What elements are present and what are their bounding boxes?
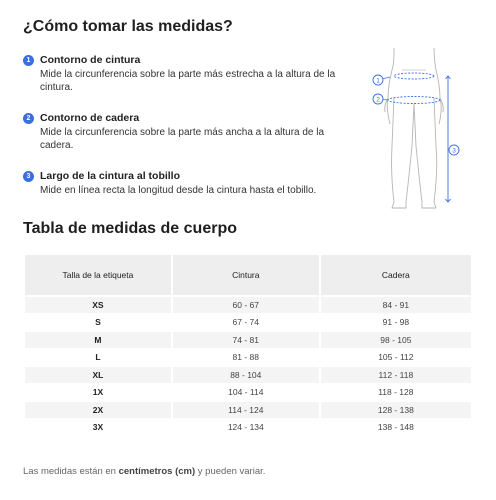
header-waist: Cintura	[173, 255, 319, 295]
size-cell: 2X	[25, 402, 171, 418]
units-note	[23, 466, 265, 477]
table-row	[25, 332, 471, 348]
measurement-steps	[23, 53, 343, 215]
table-row	[25, 402, 471, 418]
size-cell: 1X	[25, 385, 171, 401]
size-cell: 3X	[25, 420, 171, 436]
step-number-badge: 3	[23, 171, 34, 182]
waist-cell: 114 - 124	[173, 402, 319, 418]
note-units: centímetros (cm)	[118, 466, 196, 477]
waist-cell: 60 - 67	[173, 297, 319, 313]
body-measurement-figure	[372, 46, 464, 214]
step-description: Mide la circunferencia sobre la parte más estrecha a la altura de la cintura.	[40, 69, 336, 93]
waist-cell: 104 - 114	[173, 385, 319, 401]
figure-marker-1	[373, 75, 383, 85]
hip-cell: 128 - 138	[321, 402, 471, 418]
header-size-label: Talla de la etiqueta	[25, 255, 171, 295]
waist-cell: 74 - 81	[173, 332, 319, 348]
table-row	[25, 297, 471, 313]
figure-marker-2	[373, 94, 383, 104]
size-table-title: Tabla de medidas de cuerpo	[23, 220, 237, 237]
hip-cell: 118 - 128	[321, 385, 471, 401]
svg-text:2: 2	[376, 96, 380, 104]
table-row	[25, 385, 471, 401]
step-description: Mide la circunferencia sobre la parte más ancha a la altura de la cadera.	[40, 127, 325, 151]
waist-cell: 81 - 88	[173, 350, 319, 366]
note-prefix: Las medidas están en	[23, 466, 119, 477]
table-row	[25, 315, 471, 331]
hip-cell: 138 - 148	[321, 420, 471, 436]
size-cell: M	[25, 332, 171, 348]
size-cell: XL	[25, 367, 171, 383]
hip-guide	[388, 97, 440, 104]
hip-cell: 91 - 98	[321, 315, 471, 331]
note-suffix: y pueden variar.	[195, 466, 266, 477]
header-hip: Cadera	[321, 255, 471, 295]
table-header-row	[25, 255, 471, 295]
table-row	[25, 367, 471, 383]
figure-marker-3	[449, 145, 459, 155]
hip-cell: 112 - 118	[321, 367, 471, 383]
waist-cell: 67 - 74	[173, 315, 319, 331]
step-hip	[23, 111, 343, 152]
step-description: Mide en línea recta la longitud desde la cintura hasta el tobillo.	[40, 185, 317, 196]
hip-cell: 105 - 112	[321, 350, 471, 366]
waist-guide	[394, 73, 434, 79]
svg-text:3: 3	[452, 147, 456, 155]
step-waist-to-ankle	[23, 169, 343, 198]
waist-cell: 124 - 134	[173, 420, 319, 436]
size-cell: L	[25, 350, 171, 366]
hip-cell: 98 - 105	[321, 332, 471, 348]
table-row	[25, 420, 471, 436]
step-title: Contorno de cadera	[40, 112, 140, 124]
table-row	[25, 350, 471, 366]
svg-text:1: 1	[376, 77, 380, 85]
step-title: Contorno de cintura	[40, 54, 141, 66]
hip-cell: 84 - 91	[321, 297, 471, 313]
step-number-badge: 2	[23, 113, 34, 124]
step-waist	[23, 53, 343, 94]
step-title: Largo de la cintura al tobillo	[40, 170, 181, 182]
how-to-measure-title: ¿Cómo tomar las medidas?	[23, 18, 233, 35]
size-table	[23, 253, 473, 437]
size-cell: S	[25, 315, 171, 331]
step-number-badge: 1	[23, 55, 34, 66]
waist-cell: 88 - 104	[173, 367, 319, 383]
size-cell: XS	[25, 297, 171, 313]
